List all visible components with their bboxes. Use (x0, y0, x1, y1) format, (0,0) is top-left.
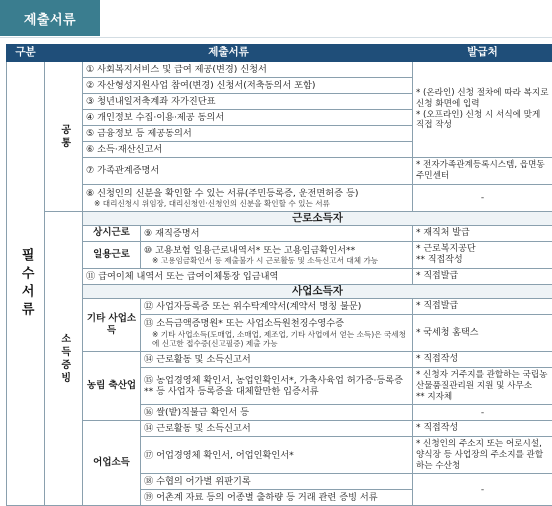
issuer-line: * 직접작성 (413, 421, 552, 437)
table-header-row (7, 45, 552, 62)
issuer-line: * 직접발급 (413, 299, 552, 315)
issuer-line: - (413, 474, 552, 506)
issuer-online: * (온라인) 신청 절차에 따라 복지로 신청 화면에 입력 (416, 88, 549, 109)
issuer-line: * 국세청 홈택스 (413, 315, 552, 352)
issuer-line: ** 지자체 (416, 392, 452, 402)
issuer-offline: * (오프라인) 신청 시 서식에 맞게 직접 작성 (416, 110, 540, 131)
tab-submission-documents[interactable]: 제출서류 (0, 0, 100, 36)
doc-item: ⑮ 농업경영체 확인서, 농업인확인서*, 가축사육업 허가증·등록증** 등 사업자 등록증을 대체할만한 입증서류 (141, 368, 413, 405)
table-row (7, 269, 552, 285)
sub-farming: 농림 축산업 (83, 352, 141, 421)
category-required: 필수서류 (7, 62, 45, 506)
sub-common: 공통 (45, 62, 83, 212)
doc-note: ※ 기타 사업소득(도매업, 소매업, 제조업, 기타 사업에서 얻는 소득)은 국세청에 신고한 접수증(신고필증) 제출 가능 (152, 330, 409, 349)
header-documents: 제출서류 (45, 45, 413, 62)
doc-item: ⑭ 근로활동 및 소득신고서 (141, 421, 413, 437)
table-row (7, 226, 552, 242)
documents-table (6, 44, 552, 506)
issuer-farming (413, 368, 552, 405)
issuer-line: - (413, 405, 552, 421)
doc-item: ⑪ 급여이체 내역서 또는 급여이체통장 입금내역 (83, 269, 413, 285)
doc-item: ⑦ 가족관계증명서 (83, 158, 413, 185)
sub-fishery: 어업소득 (83, 421, 141, 506)
issuer-fishery: * 신청인의 주소지 또는 어로시설, 양식장 등 사업장의 주소지를 관할하는 수산청 (413, 437, 552, 474)
issuer-daily (413, 242, 552, 269)
issuer-line: * 직접발급 (413, 269, 552, 285)
issuer-line: * 신청자 거주지를 관할하는 국립농산물품질관리원 지원 및 사무소 (416, 370, 547, 391)
divider (0, 37, 552, 38)
issuer-id: - (413, 185, 552, 212)
section-business: 사업소득자 (83, 285, 552, 299)
doc-item: ③ 청년내일저축계좌 자가진단표 (83, 94, 413, 110)
doc-item: ⑫ 사업자등록증 또는 위수탁계약서(계약서 명칭 불문) (141, 299, 413, 315)
table-row (7, 421, 552, 437)
header-issuer: 발급처 (413, 45, 552, 62)
sub-daily: 일용근로 (83, 242, 141, 269)
doc-item: ⑥ 소득·재산신고서 (83, 142, 413, 158)
doc-note: ※ 대리신청시 위임장, 대리신청인·신청인의 신분을 확인할 수 있는 서류 (94, 199, 409, 208)
table-row (7, 185, 552, 212)
issuer-line: ** 직접작성 (416, 255, 463, 265)
table-row (7, 212, 552, 226)
doc-item (83, 185, 413, 212)
doc-item (141, 242, 413, 269)
issuer-line: * 직접작성 (413, 352, 552, 368)
section-earned: 근로소득자 (83, 212, 552, 226)
doc-item: ④ 개인정보 수집·이용·제공 동의서 (83, 110, 413, 126)
table-row (7, 285, 552, 299)
sub-income: 소득증빙 (45, 212, 83, 506)
table-row (7, 62, 552, 78)
issuer-family: * 전자가족관계등록시스템, 읍면동 주민센터 (413, 158, 552, 185)
doc-item: ⑱ 수협의 어가별 위판기록 (141, 474, 413, 490)
issuer-line: * 근로복지공단 (416, 244, 476, 254)
doc-item: ⑭ 근로활동 및 소득신고서 (141, 352, 413, 368)
doc-item: ⑨ 재직증명서 (141, 226, 413, 242)
header-category: 구분 (7, 45, 45, 62)
doc-item: ① 사회복지서비스 및 급여 제공(변경) 신청서 (83, 62, 413, 78)
doc-item: ⑤ 금융정보 등 제공동의서 (83, 126, 413, 142)
doc-item-text: ⑩ 고용보험 일용근로내역서* 또는 고용임금확인서** (144, 245, 355, 256)
doc-item (141, 315, 413, 352)
sub-regular: 상시근로 (83, 226, 141, 242)
doc-item: ⑲ 어촌계 자료 등의 어종별 출하량 등 거래 관련 증빙 서류 (141, 490, 413, 506)
doc-note: ※ 고용임금확인서 등 제출불가 시 근로활동 및 소득신고서 대체 가능 (152, 256, 409, 265)
table-row (7, 299, 552, 315)
doc-item: ② 자산형성지원사업 참여(변경) 신청서(저축동의서 포함) (83, 78, 413, 94)
table-row (7, 242, 552, 269)
issuer-common (413, 62, 552, 158)
table-row (7, 352, 552, 368)
doc-item: ⑰ 어업경영체 확인서, 어업인확인서* (141, 437, 413, 474)
doc-item-text: ⑧ 신청인의 신분을 확인할 수 있는 서류(주민등록증, 운전면허증 등) (86, 188, 358, 199)
table-row (7, 158, 552, 185)
doc-item: ⑯ 쌀(밭)직불금 확인서 등 (141, 405, 413, 421)
doc-item-text: ⑬ 소득금액증명원* 또는 사업소득원천징수영수증 (144, 318, 344, 329)
issuer-regular: * 재직처 발급 (413, 226, 552, 242)
sub-other-business: 기타 사업소득 (83, 299, 141, 352)
